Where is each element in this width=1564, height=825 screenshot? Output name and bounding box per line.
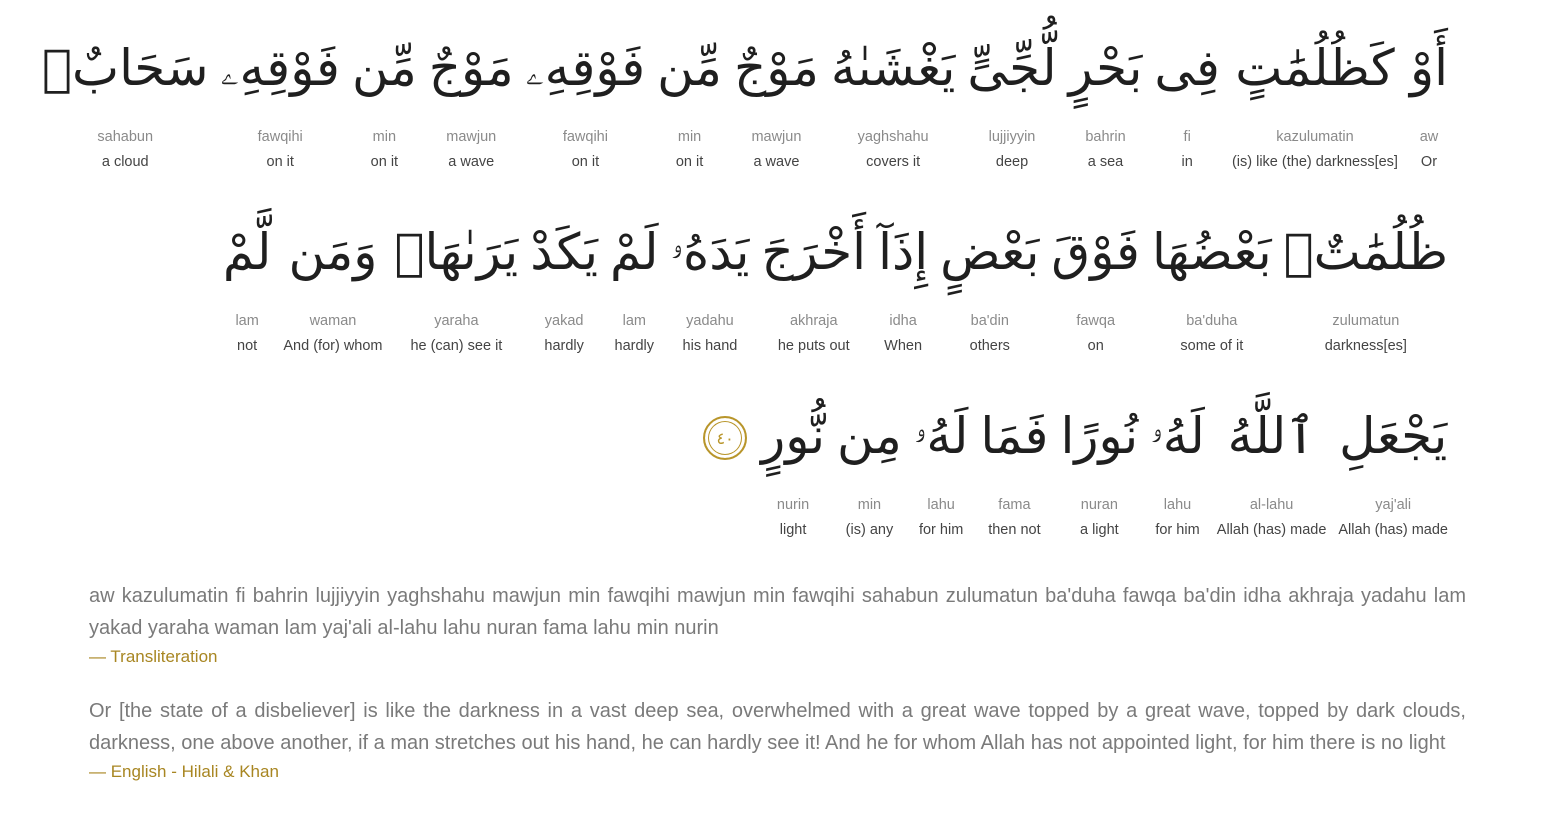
- arabic-word: مِّن: [657, 39, 722, 97]
- verse-word[interactable]: [1278, 206, 1454, 355]
- arabic-word: كَظُلُمَٰتٍ: [1235, 39, 1395, 97]
- word-meaning: hardly: [614, 338, 655, 354]
- word-meaning: a light: [1079, 522, 1119, 538]
- arabic-word: أَخْرَجَ: [761, 223, 867, 281]
- arabic-word: ٱللَّهُ: [1227, 407, 1316, 465]
- word-meaning: on it: [571, 154, 600, 170]
- word-meaning: When: [884, 338, 923, 354]
- verse-word[interactable]: [1054, 390, 1144, 539]
- verse-word[interactable]: [36, 22, 214, 171]
- verse-word[interactable]: [1332, 390, 1454, 539]
- arabic-word: وَمَن: [288, 223, 378, 281]
- word-transliteration: lujjiyyin: [988, 129, 1036, 145]
- arabic-word: سَحَابٌۚ: [42, 39, 209, 97]
- verse-word[interactable]: [423, 22, 520, 171]
- word-transliteration: nurin: [776, 497, 810, 513]
- word-meaning: on it: [370, 154, 399, 170]
- word-transliteration: sahabun: [97, 129, 154, 145]
- word-meaning: deep: [995, 154, 1029, 170]
- verse-word[interactable]: [217, 206, 278, 355]
- word-transliteration: mawjun: [751, 129, 802, 145]
- arabic-word: فَوْقِهِۦ: [525, 39, 646, 97]
- arabic-word: فَوْقِهِۦ: [220, 39, 340, 97]
- word-transliteration: mawjun: [446, 129, 497, 145]
- verse-word[interactable]: [974, 390, 1054, 539]
- transliteration-section: [89, 580, 1466, 668]
- word-transliteration: akhraja: [789, 313, 838, 329]
- word-meaning: he (can) see it: [410, 338, 503, 354]
- verse-word[interactable]: [908, 390, 975, 539]
- verse-number-marker: ٤٠: [703, 416, 747, 460]
- word-transliteration: yaj'ali: [1375, 497, 1412, 513]
- word-meaning: others: [969, 338, 1010, 354]
- arabic-word: مِّن: [351, 39, 417, 97]
- word-transliteration: fawqihi: [257, 129, 303, 145]
- arabic-word: بَعْضُهَا: [1151, 223, 1272, 281]
- word-transliteration: yakad: [544, 313, 584, 329]
- word-transliteration: yaraha: [434, 313, 479, 329]
- word-transliteration: fawqihi: [562, 129, 608, 145]
- word-meaning: on it: [266, 154, 294, 170]
- arabic-word: نُّورٍ: [761, 407, 825, 465]
- arabic-word: فَمَا: [980, 407, 1049, 465]
- verse-word[interactable]: [1211, 390, 1333, 539]
- transliteration-source: — Transliteration: [89, 647, 218, 666]
- verse-word[interactable]: [1063, 22, 1149, 171]
- word-meaning: his hand: [682, 338, 738, 354]
- word-transliteration: fawqa: [1076, 313, 1116, 329]
- word-transliteration: min: [677, 129, 702, 145]
- arabic-word: يَغْشَىٰهُ: [830, 39, 956, 97]
- arabic-word: فِى: [1154, 39, 1220, 97]
- arabic-word: إِذَآ: [878, 223, 929, 281]
- word-transliteration: waman: [309, 313, 357, 329]
- word-meaning: And (for) whom: [283, 338, 383, 354]
- verse-word[interactable]: [389, 206, 525, 355]
- word-transliteration: aw: [1419, 129, 1439, 145]
- verse-word[interactable]: [1226, 22, 1404, 171]
- verse-word[interactable]: [277, 206, 388, 355]
- arabic-word: مَوْجٌ: [733, 39, 819, 97]
- word-transliteration: al-lahu: [1249, 497, 1294, 513]
- word-meaning: some of it: [1180, 338, 1244, 354]
- word-meaning: a cloud: [101, 154, 149, 170]
- word-meaning: covers it: [866, 154, 921, 170]
- verse-word[interactable]: [604, 206, 665, 355]
- arabic-word: يَجْعَلِ: [1339, 407, 1448, 465]
- word-meaning: on: [1087, 338, 1104, 354]
- word-transliteration: lahu: [1163, 497, 1192, 513]
- verse-word[interactable]: [961, 22, 1062, 171]
- verse-word[interactable]: [831, 390, 908, 539]
- arabic-word: لَّمْ: [222, 223, 272, 281]
- word-meaning: then not: [988, 522, 1041, 538]
- word-transliteration: min: [857, 497, 882, 513]
- word-meaning: Or: [1420, 154, 1438, 170]
- arabic-word: أَوْ: [1409, 39, 1448, 97]
- word-transliteration: fama: [998, 497, 1031, 513]
- word-meaning: on it: [675, 154, 704, 170]
- verse-word[interactable]: [755, 390, 831, 539]
- translation-text: Or [the state of a disbeliever] is like the darkness in a vast deep sea, overwhelmed with a great wave topped by a great wave, topped by dark clouds, darkness, one above another, if a man stretches out his hand, he can hardly see it! And he for whom Allah has not appointed light, for him there is no light: [89, 700, 1466, 754]
- word-meaning: a sea: [1087, 154, 1124, 170]
- word-meaning: (is) like (the) darkness[es]: [1231, 154, 1398, 170]
- word-transliteration: bahrin: [1085, 129, 1126, 145]
- arabic-word: بَحْرٍ: [1068, 39, 1143, 97]
- word-meaning: darkness[es]: [1324, 338, 1407, 354]
- verse-word[interactable]: [1148, 22, 1226, 171]
- verse-word[interactable]: [728, 22, 825, 171]
- arabic-word: يَكَدْ: [530, 223, 599, 281]
- word-meaning: Allah (has) made: [1338, 522, 1448, 538]
- arabic-word: يَدَهُۥ: [670, 223, 750, 281]
- verse-word[interactable]: [1146, 206, 1278, 355]
- arabic-word: مِن: [837, 407, 902, 465]
- word-meaning: light: [779, 522, 807, 538]
- word-meaning: a wave: [753, 154, 800, 170]
- word-transliteration: idha: [889, 313, 917, 329]
- word-transliteration: lam: [622, 313, 646, 329]
- word-transliteration: min: [372, 129, 397, 145]
- word-transliteration: ba'duha: [1186, 313, 1238, 329]
- arabic-word: نُورًا: [1060, 407, 1139, 465]
- word-meaning: for him: [1155, 522, 1200, 538]
- verse-line-1: [36, 22, 1454, 171]
- verse-word[interactable]: [524, 206, 604, 355]
- verse-word[interactable]: [651, 22, 728, 171]
- word-meaning: a wave: [448, 154, 495, 170]
- arabic-word: لَمْ: [610, 223, 659, 281]
- verse-word[interactable]: [665, 206, 756, 355]
- word-meaning: hardly: [544, 338, 584, 354]
- word-meaning: Allah (has) made: [1216, 522, 1327, 538]
- word-transliteration: yadahu: [686, 313, 734, 329]
- word-transliteration: kazulumatin: [1276, 129, 1354, 145]
- arabic-word: ظُلُمَٰتٌۢ: [1283, 223, 1448, 281]
- translation-source: — English - Hilali & Khan: [89, 762, 279, 781]
- verse-word[interactable]: [1404, 22, 1454, 171]
- verse-word[interactable]: [1045, 206, 1146, 355]
- word-transliteration: fi: [1183, 129, 1191, 145]
- verse-word[interactable]: [934, 206, 1045, 355]
- verse-line-2: [217, 206, 1454, 355]
- arabic-word: لُّجِّىٍّ: [967, 39, 1057, 97]
- word-transliteration: zulumatun: [1332, 313, 1400, 329]
- verse-word[interactable]: [825, 22, 962, 171]
- transliteration-text: aw kazulumatin fi bahrin lujjiyyin yaghshahu mawjun min fawqihi mawjun min fawqihi sahabun zulumatun ba'duha fawqa ba'din idha akhraja yadahu lam yakad yaraha waman lam yaj'ali al-lahu lahu nuran fama lahu min nurin: [89, 585, 1466, 639]
- arabic-word: بَعْضٍ: [940, 223, 1040, 281]
- word-meaning: in: [1181, 154, 1193, 170]
- arabic-word: لَهُۥ: [913, 407, 969, 465]
- word-transliteration: ba'din: [970, 313, 1009, 329]
- word-transliteration: nuran: [1080, 497, 1118, 513]
- word-transliteration: lahu: [927, 497, 955, 513]
- verse-word[interactable]: [1144, 390, 1211, 539]
- word-transliteration: lam: [235, 313, 259, 329]
- word-meaning: he puts out: [777, 338, 850, 354]
- verse-word[interactable]: [214, 22, 345, 171]
- verse-line-3: [703, 390, 1454, 539]
- arabic-word: فَوْقَ: [1051, 223, 1140, 281]
- arabic-word: مَوْجٌ: [428, 39, 514, 97]
- verse-word[interactable]: [346, 22, 423, 171]
- word-meaning: for him: [918, 522, 964, 538]
- verse-word[interactable]: [755, 206, 872, 355]
- arabic-word: يَرَىٰهَاۗ: [394, 223, 519, 281]
- word-meaning: (is) any: [845, 522, 894, 538]
- translation-section: [89, 695, 1466, 783]
- word-meaning: not: [237, 338, 258, 354]
- verse-word[interactable]: [872, 206, 934, 355]
- verse-word[interactable]: [520, 22, 651, 171]
- arabic-word: لَهُۥ: [1150, 407, 1205, 465]
- word-transliteration: yaghshahu: [857, 129, 929, 145]
